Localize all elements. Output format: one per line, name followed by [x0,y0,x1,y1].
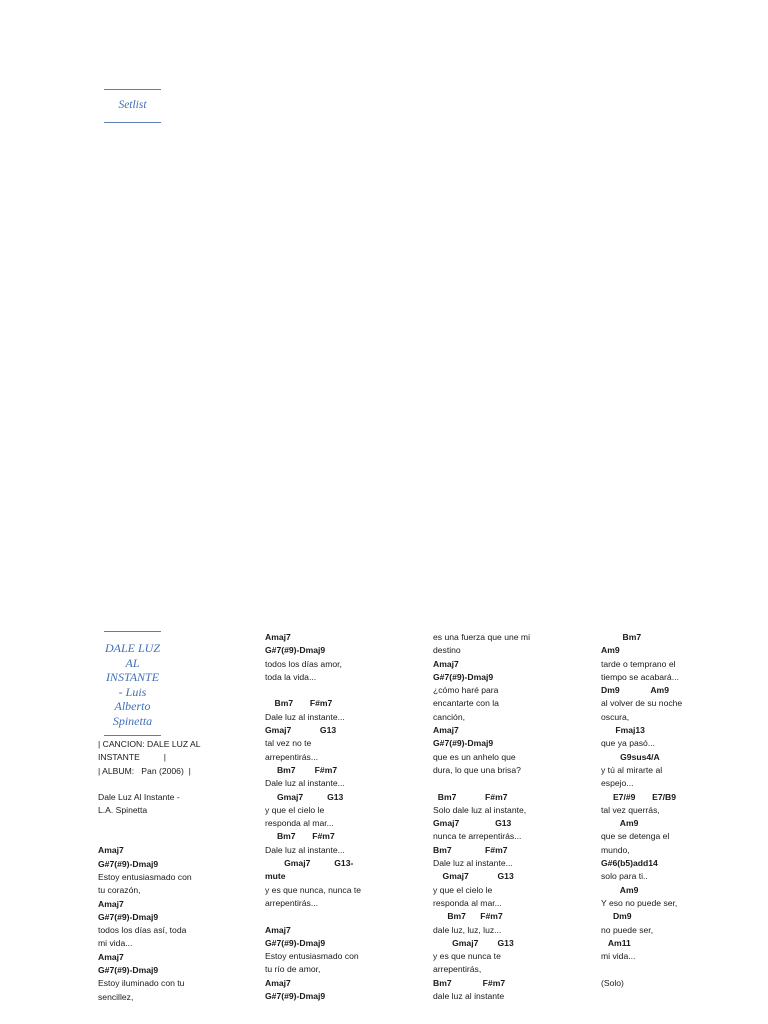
lyric-line: encantarte con la [433,698,499,709]
song-title-line: - Luis [118,684,147,699]
lyric-line: Dale Luz Al Instante - [98,792,180,803]
lyric-line: mi vida... [98,938,133,949]
song-title-line: Alberto [114,699,151,713]
chord-line: Amaj7 [98,951,124,962]
chord-line: Amaj7 [98,898,124,909]
song-title-line: DALE LUZ [104,641,160,655]
setlist-heading: Setlist [104,89,161,123]
lyric-line: dale luz al instante [433,991,505,1002]
lyrics-column-1 [98,738,208,1004]
lyric-line [601,963,721,976]
lyric-line: arrepentirás... [265,751,319,762]
chord-line: Bm7 F#m7 [433,791,508,802]
lyric-line: responda al mar... [265,818,334,829]
chord-line: Gmaj7 G13 [433,818,512,829]
lyric-line: y es que nunca te [433,951,501,962]
lyric-line: (Solo) [601,977,624,988]
lyric-line: dura, lo que una brisa? [433,764,521,775]
lyric-line [433,777,553,790]
lyric-line: INSTANTE | [98,752,166,763]
lyric-line: tal vez no te [265,738,312,749]
lyric-line: Solo dale luz al instante, [433,804,527,815]
lyric-line: L.A. Spinetta [98,805,148,816]
chord-line: Dm9 [601,911,632,922]
chord-line: G#7(#9)-Dmaj9 [98,965,159,976]
chord-line: Gmaj7 G13 [265,725,337,736]
chord-line: Am9 [601,818,639,829]
lyric-line: Dale luz al instante... [265,711,345,722]
chord-line: Bm7 F#m7 [265,831,335,842]
lyric-line: que se detenga el [601,831,670,842]
lyric-line: arrepentirás... [265,897,319,908]
chord-line: Am9 [601,884,639,895]
lyric-line: Dale luz al instante... [265,778,345,789]
chord-line: mute [265,871,286,882]
lyric-line [98,778,208,791]
chord-line: Amaj7 [433,725,459,736]
song-title [104,631,161,736]
lyric-line: al volver de su noche [601,698,683,709]
chord-line: Amaj7 [265,977,291,988]
lyric-line: destino [433,645,461,656]
chord-line: Amaj7 [265,924,291,935]
lyric-line: que es un anhelo que [433,751,516,762]
chord-line: Dm9 Am9 [601,685,669,696]
lyric-line: tal vez querrás, [601,804,660,815]
chord-line: G#7(#9)-Dmaj9 [98,911,159,922]
chord-line: Bm7 F#m7 [265,764,338,775]
chord-line: Gmaj7 G13- [265,858,354,869]
lyric-line: arrepentirás, [433,964,482,975]
lyric-line [98,831,208,844]
chord-line: G#7(#9)-Dmaj9 [265,645,326,656]
lyric-line [98,818,208,831]
chord-line: E7/#9 E7/B9 [601,791,676,802]
lyric-line: Dale luz al instante... [433,858,513,869]
lyric-line: dale luz, luz, luz... [433,924,502,935]
lyric-line: y es que nunca, nunca te [265,884,362,895]
lyric-line: nunca te arrepentirás... [433,831,522,842]
lyric-line: que ya pasó... [601,738,655,749]
lyric-line: Dale luz al instante... [265,844,345,855]
chord-line: G#7(#9)-Dmaj9 [98,858,159,869]
chord-line: G#7(#9)-Dmaj9 [265,937,326,948]
chord-line: Gmaj7 G13 [433,871,514,882]
chord-line: G#7(#9)-Dmaj9 [265,991,326,1002]
lyric-line: Y eso no puede ser, [601,897,678,908]
lyric-line: no puede ser, [601,924,654,935]
lyric-line: toda la vida... [265,671,317,682]
chord-line: G9sus4/A [601,751,660,762]
lyric-line: es una fuerza que une mi [433,632,530,642]
chord-line: Amaj7 [433,658,459,669]
lyric-line: tarde o temprano el [601,658,676,669]
lyric-line: y que el cielo le [433,884,493,895]
chord-line: Bm7 F#m7 [433,977,506,988]
lyrics-column-4 [601,631,721,990]
lyric-line: solo para ti.. [601,871,648,882]
lyrics-column-3 [433,631,553,1003]
chord-line: Am9 [601,645,620,656]
chord-line: Gmaj7 G13 [265,791,344,802]
song-title-line: INSTANTE [105,670,160,684]
lyric-line: oscura, [601,711,630,722]
lyric-line: Estoy entusiasmado con [98,871,192,882]
lyric-line: ¿cómo haré para [433,685,499,696]
lyric-line: tiempo se acabará... [601,671,679,682]
lyric-line: | CANCION: DALE LUZ AL [98,739,201,749]
lyric-line: Estoy entusiasmado con [265,951,359,962]
lyric-line: canción, [433,711,466,722]
chord-line: G#7(#9)-Dmaj9 [433,738,494,749]
chord-line: Bm7 [601,632,642,642]
lyric-line: mundo, [601,844,630,855]
lyric-line: y tú al mirarte al [601,764,663,775]
lyric-line: todos los días amor, [265,658,342,669]
chord-line: Bm7 F#m7 [433,911,503,922]
lyric-line [265,684,385,697]
chord-line: Am11 [601,937,631,948]
chord-line: G#7(#9)-Dmaj9 [433,671,494,682]
chord-line: Gmaj7 G13 [433,937,514,948]
lyric-line: mi vida... [601,951,636,962]
lyric-line: espejo... [601,778,634,789]
lyric-line [265,910,385,923]
chord-line: Fmaj13 [601,725,645,736]
lyrics-column-2 [265,631,385,1003]
song-title-line: AL [125,655,140,670]
chord-line: Bm7 F#m7 [433,844,508,855]
song-title-line: Spinetta [112,713,153,728]
lyric-line: todos los días así, toda [98,925,187,936]
lyric-line: sencillez, [98,991,134,1002]
lyric-line: tu corazón, [98,885,141,896]
lyric-line: | ALBUM: Pan (2006) | [98,765,191,776]
lyric-line: responda al mar... [433,897,502,908]
lyric-line: tu río de amor, [265,964,321,975]
chord-line: Bm7 F#m7 [265,698,333,709]
lyric-line: y que el cielo le [265,804,325,815]
chord-line: G#6(b5)add14 [601,858,658,869]
chord-line: Amaj7 [265,632,291,642]
chord-line: Amaj7 [98,845,124,856]
lyric-line: Estoy iluminado con tu [98,978,185,989]
